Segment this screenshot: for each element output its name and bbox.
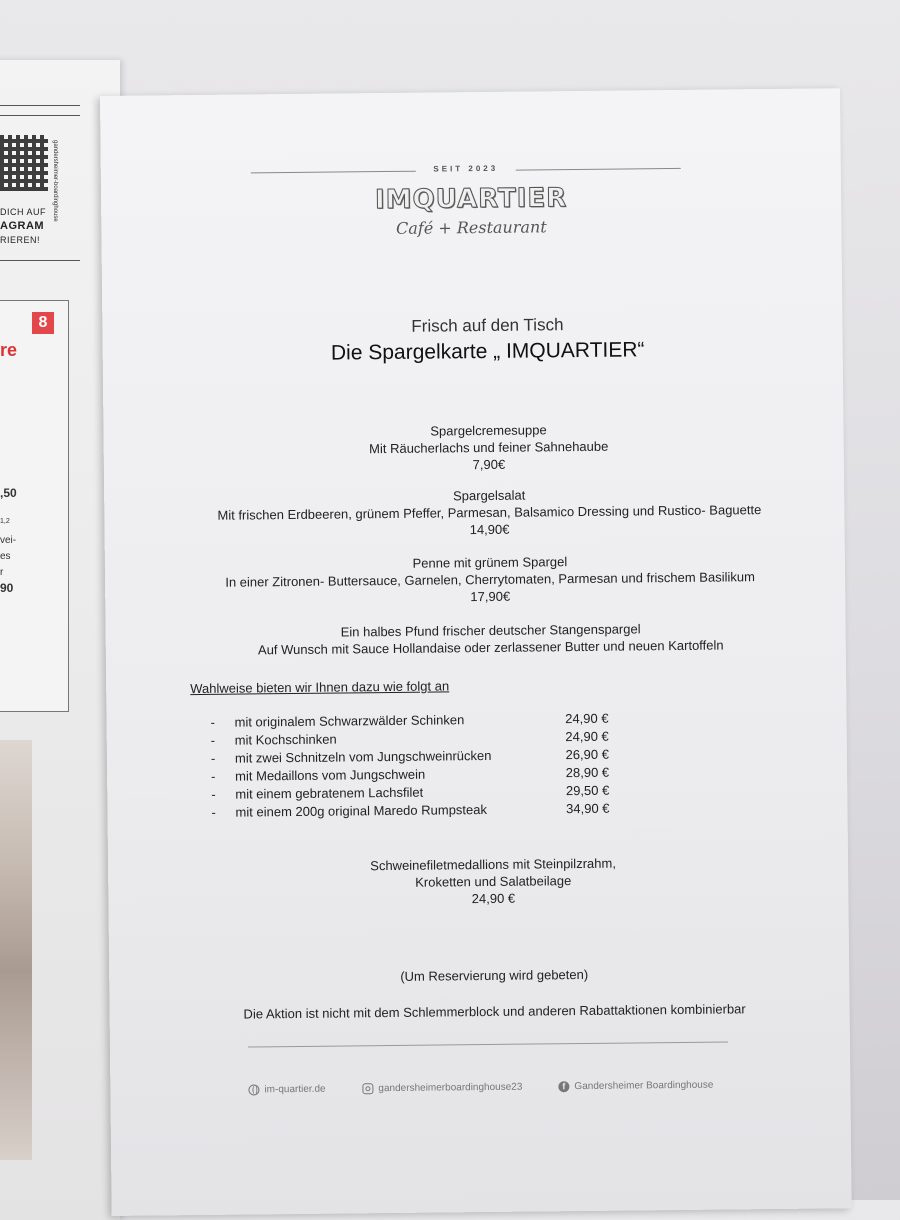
instagram-promo: [0, 205, 46, 247]
fragment-text: es: [0, 551, 11, 562]
qr-code: [0, 135, 48, 191]
option-price: 24,90 €: [565, 710, 609, 727]
menu-item-title: Penne mit grünem Spargel: [412, 554, 568, 571]
option-dash: -: [211, 786, 216, 802]
seit-row: [251, 160, 681, 185]
option-label: mit Kochschinken: [234, 731, 337, 748]
option-price: 29,50 €: [565, 782, 610, 799]
menu-item: [146, 618, 836, 659]
menu-item: [144, 483, 834, 541]
disclaimer: Die Aktion ist nicht mit dem Schlemmerblock und anderen Rabattaktionen kombinierbar: [243, 1001, 746, 1022]
special-item: [148, 852, 838, 910]
fragment-text: 90: [0, 581, 14, 595]
menu-item-title: Spargelsalat: [452, 487, 526, 504]
menu-item: [143, 418, 833, 476]
globe-icon: [248, 1084, 259, 1095]
footer-facebook: [558, 1080, 713, 1093]
option-dash: -: [210, 732, 216, 748]
logo-subtitle: Café + Restaurant: [395, 217, 547, 238]
fragment-text: r: [0, 567, 4, 578]
divider: [0, 115, 80, 116]
logo: IMQUARTIER: [374, 183, 568, 216]
fragment-text: 1,2: [0, 518, 10, 525]
footer-instagram: [362, 1082, 522, 1095]
facebook-label: Gandersheimer Boardinghouse: [574, 1079, 714, 1093]
option-price: 34,90 €: [566, 800, 610, 817]
page-title: Die Spargelkarte „ IMQUARTIER“: [330, 338, 645, 365]
menu-item-desc: Mit frischen Erdbeeren, grünem Pfeffer, Parmesan, Balsamico Dressing und Rustico- Baguette: [217, 502, 762, 523]
options-heading: Wahlweise bieten wir Ihnen dazu wie folgt an: [190, 678, 450, 697]
menu-item-price: 14,90€: [469, 521, 510, 538]
special-line: Kroketten und Salatbeilage: [415, 873, 572, 890]
option-dash: -: [211, 768, 216, 784]
menu-item-price: 17,90€: [470, 588, 511, 605]
footer-divider: [248, 1041, 728, 1047]
menu-sheet: [100, 88, 852, 1216]
menu-item-desc: Mit Räucherlachs und feiner Sahnehaube: [369, 438, 609, 457]
instagram-promo-line: DICH AUF: [0, 207, 47, 217]
divider: [0, 105, 80, 106]
fragment-text: ,50: [0, 486, 17, 500]
option-label: mit Medaillons vom Jungschwein: [235, 766, 426, 784]
menu-item-title: Spargelcremesuppe: [430, 422, 547, 439]
facebook-icon: f: [558, 1081, 569, 1092]
option-price: 28,90 €: [565, 764, 610, 781]
instagram-label: gandersheimerboardinghouse23: [378, 1081, 523, 1095]
option-dash: -: [210, 714, 215, 730]
special-price: 24,90 €: [471, 890, 516, 907]
menu-item-title: Ein halbes Pfund frischer deutscher Stangenspargel: [340, 621, 641, 640]
option-label: mit einem gebratenem Lachsfilet: [235, 784, 424, 802]
tagline: Frisch auf den Tisch: [411, 315, 564, 336]
option-dash: -: [211, 804, 216, 820]
reservation-note: (Um Reservierung wird gebeten): [400, 966, 589, 984]
seit-label: SEIT 2023: [433, 163, 499, 174]
qr-note: gandersheimer-boardinghouse: [52, 140, 58, 222]
background-box: [0, 300, 69, 712]
option-row: [211, 801, 611, 823]
option-price: 26,90 €: [565, 746, 609, 763]
photo-fragment: [0, 740, 32, 1160]
instagram-promo-line: RIEREN!: [0, 235, 41, 245]
divider: [0, 260, 80, 261]
instagram-promo-line: AGRAM: [0, 220, 45, 232]
instagram-icon: [362, 1083, 373, 1094]
fragment-text: vei-: [0, 535, 17, 546]
menu-item-desc: Auf Wunsch mit Sauce Hollandaise oder zerlassener Butter und neuen Kartoffeln: [257, 637, 724, 658]
option-label: mit originalem Schwarzwälder Schinken: [234, 712, 465, 730]
menu-item: [145, 550, 835, 608]
menu-item-desc: In einer Zitronen- Buttersauce, Garnelen, Cherrytomaten, Parmesan und frischem Basilikum: [225, 569, 755, 590]
option-label: mit zwei Schnitzeln vom Jungschweinrücken: [234, 747, 492, 766]
special-line: Schweinefiletmedallions mit Steinpilzrahm,: [370, 855, 616, 874]
option-price: 24,90 €: [565, 728, 609, 745]
number-badge: 8: [32, 312, 54, 334]
website-label: im-quartier.de: [264, 1083, 326, 1096]
menu-item-price: 7,90€: [472, 456, 506, 473]
footer-website: [248, 1084, 325, 1096]
option-label: mit einem 200g original Maredo Rumpsteak: [235, 801, 488, 820]
fragment-heading: re: [0, 340, 18, 360]
option-dash: -: [210, 750, 216, 766]
